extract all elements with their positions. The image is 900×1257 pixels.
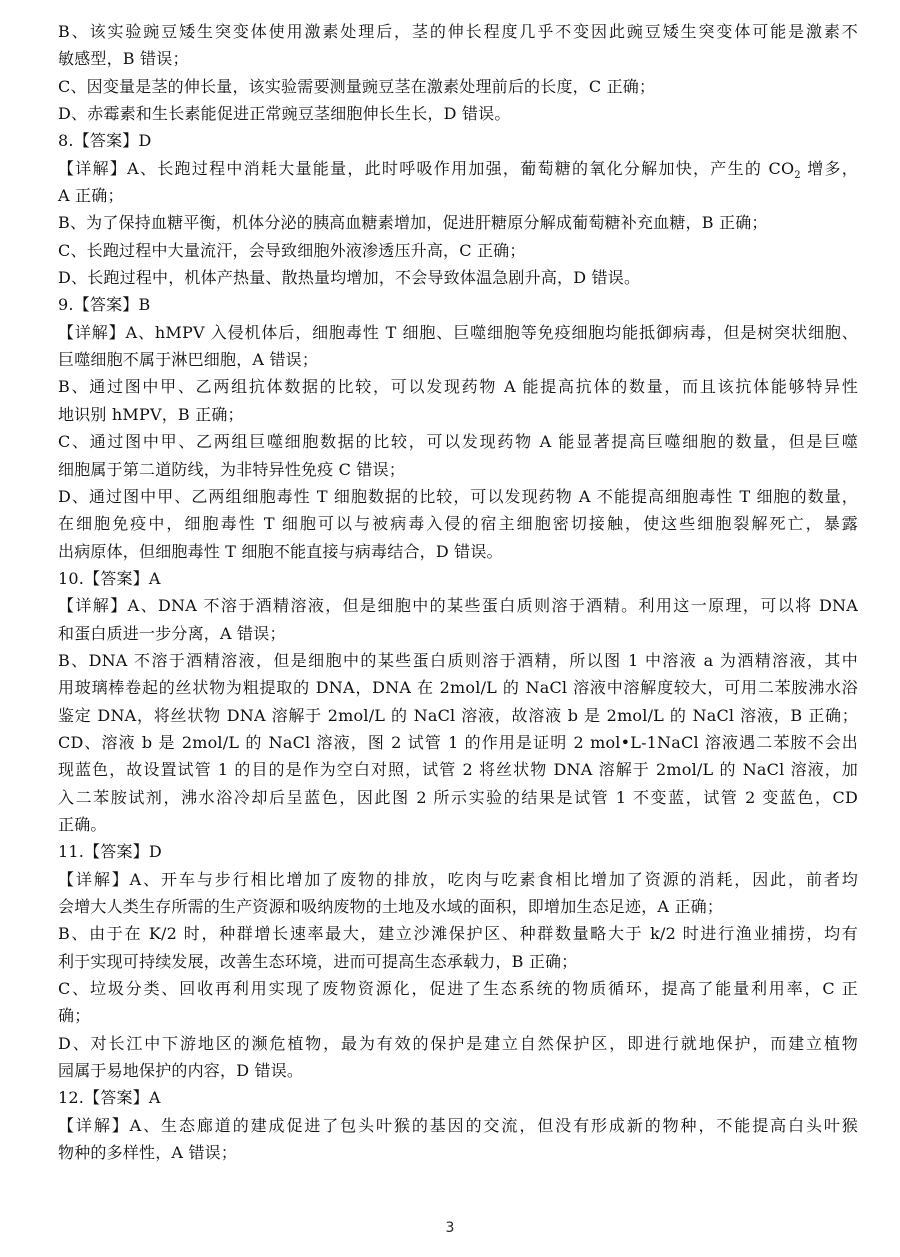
text-line: B、由于在 K/2 时，种群增长速率最大，建立沙滩保护区、种群数量略大于 k/2 时进行渔业捕捞，均有 (58, 924, 858, 944)
text-line: 12.【答案】A (58, 1088, 161, 1108)
text-line: 8.【答案】D (58, 131, 152, 151)
text-line: D、通过图中甲、乙两组细胞毒性 T 细胞数据的比较，可以发现药物 A 不能提高细胞毒性 T 细胞的数量， (58, 486, 858, 506)
subscript: 2 (794, 169, 801, 181)
text-line: 地识别 hMPV，B 正确； (58, 404, 244, 424)
text-line: 出病原体，但细胞毒性 T 细胞不能直接与病毒结合，D 错误。 (58, 541, 503, 561)
text-line: 现蓝色，故设置试管 1 的目的是作为空白对照，试管 2 将丝状物 DNA 溶解于 2mol/L 的 NaCl 溶液，加 (58, 760, 858, 780)
text-line: D、对长江中下游地区的濒危植物，最为有效的保护是建立自然保护区，即进行就地保护，而建立植物 (58, 1033, 858, 1053)
text-line: 物种的多样性，A 错误； (58, 1143, 238, 1163)
page-number: 3 (445, 1220, 455, 1236)
text-line: A 正确； (58, 186, 124, 206)
text-line: 10.【答案】A (58, 568, 161, 588)
answer-explanation-text (58, 18, 858, 1166)
text-line: 【详解】A、长跑过程中消耗大量能量，此时呼吸作用加强，葡萄糖的氧化分解加快，产生的 $CO_2$ 增多， (58, 158, 858, 181)
text-line: 【详解】A、生态廊道的建成促进了包头叶猴的基因的交流，但没有形成新的物种，不能提高白头叶猴 (58, 1115, 858, 1135)
text-line: 正确。 (58, 814, 107, 834)
text-line: 细胞属于第二道防线，为非特异性免疫 C 错误； (58, 459, 406, 479)
text-line: 入二苯胺试剂，沸水浴冷却后呈蓝色，因此图 2 所示实验的结果是试管 1 不变蓝，试管 2 变蓝色，CD (58, 787, 858, 807)
text-line: 在细胞免疫中，细胞毒性 T 细胞可以与被病毒入侵的宿主细胞密切接触，使这些细胞裂解死亡，暴露 (58, 514, 858, 534)
text-line: 【详解】A、DNA 不溶于酒精溶液，但是细胞中的某些蛋白质则溶于酒精。利用这一原理，可以将 DNA (58, 596, 858, 616)
text-line: 9.【答案】B (58, 295, 151, 315)
text-line: 园属于易地保护的内容，D 错误。 (58, 1061, 304, 1081)
text-line: 和蛋白质进一步分离，A 错误； (58, 623, 286, 643)
text-line: 鉴定 DNA，将丝状物 DNA 溶解于 2mol/L 的 NaCl 溶液，故溶液 b 是 2mol/L 的 NaCl 溶液，B 正确； (58, 705, 858, 725)
text-line: B、该实验豌豆矮生突变体使用激素处理后，茎的伸长程度几乎不变因此豌豆矮生突变体可能是激素不 (58, 22, 858, 41)
text-line: B、通过图中甲、乙两组抗体数据的比较，可以发现药物 A 能提高抗体的数量，而且该抗体能够特异性 (58, 377, 858, 397)
text-line: C、通过图中甲、乙两组巨噬细胞数据的比较，可以发现药物 A 能显著提高巨噬细胞的数量，但是巨噬 (58, 432, 858, 452)
text-line: B、DNA 不溶于酒精溶液，但是细胞中的某些蛋白质则溶于酒精，所以图 1 中溶液 a 为酒精溶液，其中 (58, 650, 858, 670)
text-line: 用玻璃棒卷起的丝状物为粗提取的 DNA，DNA 在 2mol/L 的 NaCl 溶液中溶解度较大，可用二苯胺沸水浴 (58, 678, 858, 698)
text-line: 利于实现可持续发展，改善生态环境，进而可提高生态承载力，B 正确； (58, 951, 578, 971)
text-line: C、垃圾分类、回收再利用实现了废物资源化，促进了生态系统的物质循环，提高了能量利用率，C 正 (58, 979, 858, 999)
text-line: 【详解】A、开车与步行相比增加了废物的排放，吃肉与吃素食相比增加了资源的消耗，因此，前者均 (58, 869, 858, 889)
text-line: C、因变量是茎的伸长量，该实验需要测量豌豆茎在激素处理前后的长度，C 正确； (58, 76, 656, 96)
text-line: 【详解】A、hMPV 入侵机体后，细胞毒性 T 细胞、巨噬细胞等免疫细胞均能抵御病毒，但是树突状细胞、 (58, 322, 858, 342)
text-line: 会增大人类生存所需的生产资源和吸纳废物的土地及水域的面积，即增加生态足迹，A 正确； (58, 897, 724, 916)
text-line: 11.【答案】D (58, 842, 162, 862)
text-line: 确； (58, 1006, 91, 1026)
text-line: C、长跑过程中大量流汗，会导致细胞外液渗透压升高，C 正确； (58, 240, 526, 260)
text-line: CD、溶液 b 是 2mol/L 的 NaCl 溶液，图 2 试管 1 的作用是证明 2 mol•L-1NaCl 溶液遇二苯胺不会出 (58, 732, 858, 752)
text-line: 敏感型，B 错误； (58, 49, 189, 69)
text-line: D、赤霉素和生长素能促进正常豌豆茎细胞伸长生长，D 错误。 (58, 104, 511, 124)
text-line: B、为了保持血糖平衡，机体分泌的胰高血糖素增加，促进肝糖原分解成葡萄糖补充血糖，B 正确； (58, 213, 768, 233)
text-line: D、长跑过程中，机体产热量、散热量均增加，不会导致体温急剧升高，D 错误。 (58, 268, 641, 288)
text-line: 巨噬细胞不属于淋巴细胞，A 错误； (58, 350, 319, 370)
